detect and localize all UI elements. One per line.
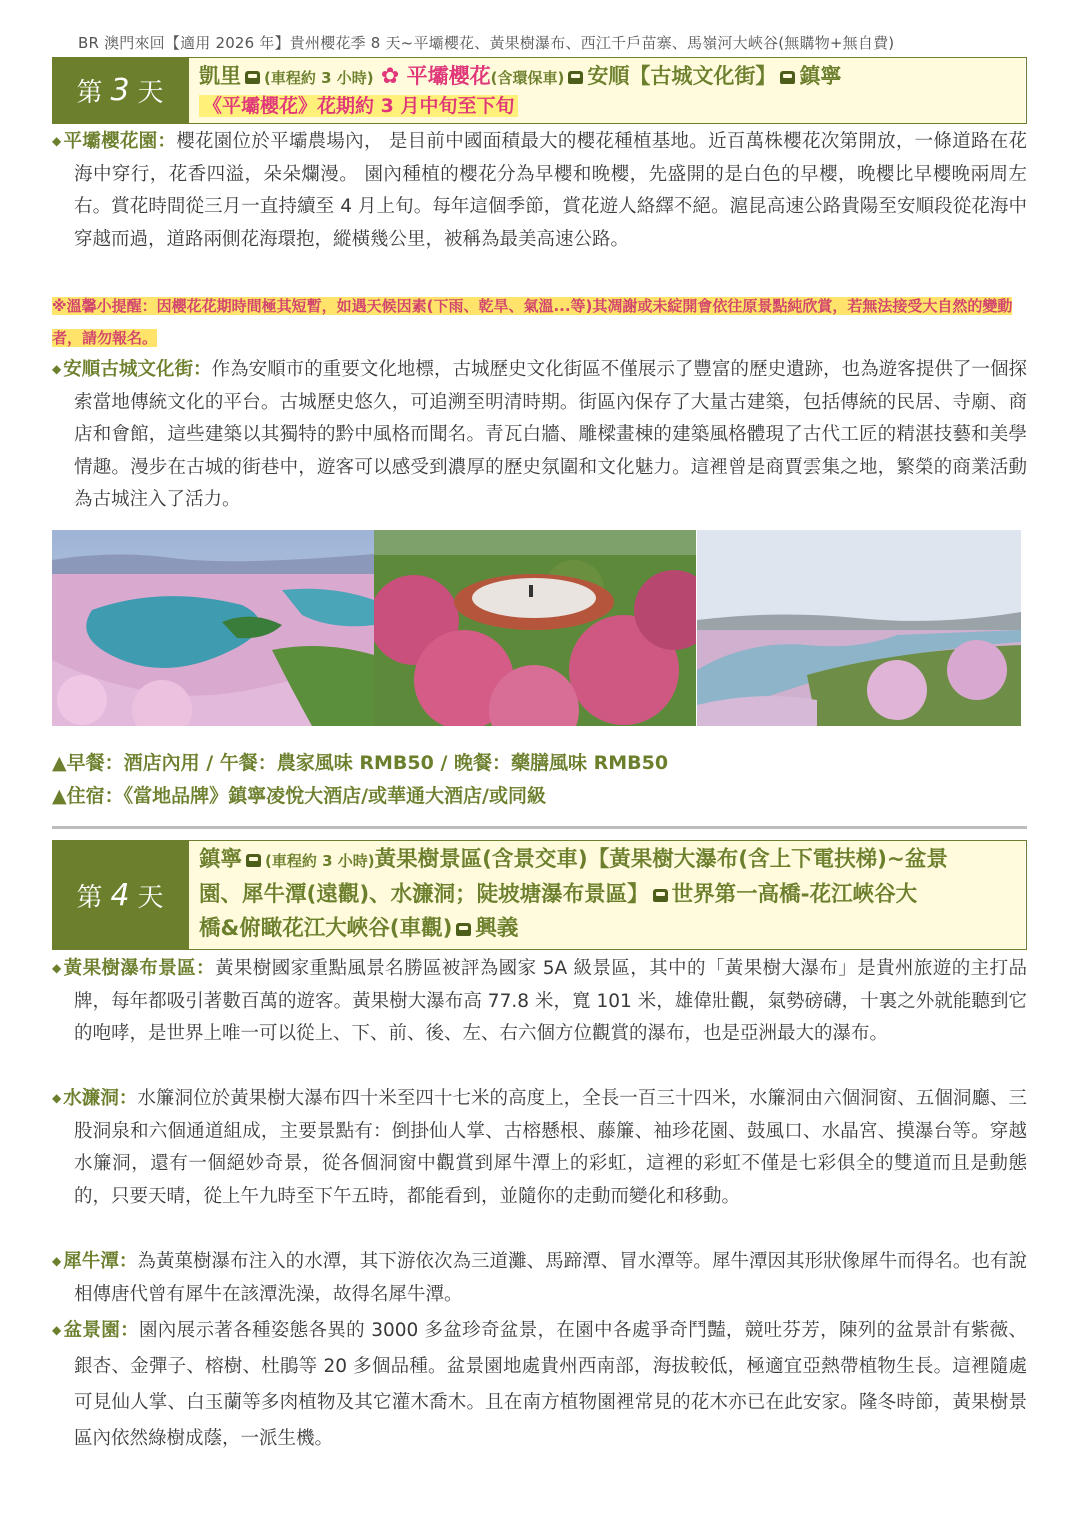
day4-item-bonsai-garden: ◆ 盆景園：園內展示著各種姿態各異的 3000 多盆珍奇盆景，在園中各處爭奇鬥豔，競吐芬芳，陳列的盆景計有紫薇、銀杏、金彈子、榕樹、杜鵑等 20 多個品種。盆景園地處貴州西南部，海拔較低，極適宜亞熱帶植物生長。這裡隨處可見仙人掌、白玉蘭等多肉植物及其它灌木喬木。且在南方植物園裡常見的花木亦已在此安家。隆冬時節，黃果樹景區內依然綠樹成蔭，一派生機。 <box>52 1320 1027 1449</box>
bus-icon <box>245 71 260 84</box>
day4-route <box>189 841 1025 949</box>
document-header: BR 澳門來回【適用 2026 年】貴州櫻花季 8 天~平壩櫻花、黃果樹瀑布、西江千戶苗寨、馬嶺河大峽谷(無購物+無自費) <box>78 34 895 52</box>
diamond-bullet-icon: ◆ <box>52 1091 62 1105</box>
day3-label: 第 3 天 <box>53 58 189 123</box>
diamond-bullet-icon: ◆ <box>52 362 62 376</box>
diamond-bullet-icon: ◆ <box>52 961 62 975</box>
bus-icon <box>653 889 668 902</box>
day4-item-huangguoshu: ◆ 黃果樹瀑布景區：黃果樹國家重點風景名勝區被評為國家 5A 級景區，其中的「黃果樹大瀑布」是貴州旅遊的主打品牌，每年都吸引著數百萬的遊客。黃果樹大瀑布高 77.8 米，寬 101 米，雄偉壯觀，氣勢磅礴，十裏之外就能聽到它的咆哮，是世界上唯一可以從上、下、前、後、左、右六個方位觀賞的瀑布，也是亞洲最大的瀑布。 <box>52 958 1027 1044</box>
photo-observation-deck <box>374 530 696 726</box>
day3-item-anshun: ◆ 安順古城文化街：作為安順市的重要文化地標，古城歷史文化街區不僅展示了豐富的歷史遺跡，也為遊客提供了一個探索當地傳統文化的平台。古城歷史悠久，可追溯至明清時期。街區內保存了大量古建築，包括傳統的民居、寺廟、商店和會館，這些建築以其獨特的黔中風格而聞名。青瓦白牆、雕樑畫棟的建築風格體現了古代工匠的精湛技藝和美學情趣。漫步在古城的街巷中，遊客可以感受到濃厚的歷史氛圍和文化魅力。這裡曾是商賈雲集之地，繁榮的商業活動為古城注入了活力。 <box>52 359 1027 510</box>
diamond-bullet-icon: ◆ <box>52 1323 62 1337</box>
diamond-bullet-icon: ◆ <box>52 134 62 148</box>
diamond-bullet-icon: ◆ <box>52 1254 62 1268</box>
day4-title-box <box>52 840 1027 950</box>
day3-season-note: 《平壩櫻花》花期約 3 月中旬至下旬 <box>199 92 1015 120</box>
day3-meals: ▲早餐：酒店內用 / 午餐：農家風味 RMB50 / 晚餐：藥膳風味 RMB50 <box>52 752 669 774</box>
day3-item-pingba: ◆ 平壩櫻花園：櫻花園位於平壩農場內， 是目前中國面積最大的櫻花種植基地。近百萬株櫻花次第開放，一條道路在花海中穿行，花香四溢，朵朵爛漫。 園內種植的櫻花分為早櫻和晚櫻，先盛開的是白色的早櫻，晚櫻比早櫻晚兩周左右。賞花時間從三月一直持續至 4 月上旬。每年這個季節，賞花遊人絡繹不絕。滬昆高速公路貴陽至安順段從花海中穿越而過，道路兩側花海環抱，縱橫幾公里，被稱為最美高速公路。 <box>52 131 1027 250</box>
day4-item-water-curtain-cave: ◆ 水濂洞：水簾洞位於黃果樹大瀑布四十米至四十七米的高度上，全長一百三十四米，水簾洞由六個洞窗、五個洞廳、三股洞泉和六個通道組成，主要景點有：倒掛仙人掌、古榕懸根、藤簾、袖珍花園、鼓風口、水晶宮、摸瀑台等。穿越水簾洞，還有一個絕妙奇景，從各個洞窗中觀賞到犀牛潭上的彩虹，這裡的彩虹不僅是七彩俱全的雙道而且是動態的，只要天晴，從上午九時至下午五時，都能看到，並隨你的走動而變化和移動。 <box>52 1088 1027 1207</box>
section-divider <box>52 826 1027 829</box>
day4-route-line-3: 橋&俯瞰花江大峽谷(車觀) 興義 <box>199 916 519 941</box>
day4-label: 第 4 天 <box>53 841 189 949</box>
photo-cherry-lake <box>52 530 374 726</box>
day3-title-box <box>52 57 1027 124</box>
day4-item-rhino-pool: ◆ 犀牛潭：為黃菓樹瀑布注入的水潭，其下游依次為三道灘、馬蹄潭、冒水潭等。犀牛潭因其形狀像犀牛而得名。也有說相傳唐代曾有犀牛在該潭洗澡，故得名犀牛潭。 <box>52 1251 1027 1305</box>
bus-icon <box>246 854 261 867</box>
bus-icon <box>780 71 795 84</box>
warm-reminder: ※溫馨小提醒：因櫻花花期時間極其短暫，如遇天候因素(下雨、乾旱、氣溫...等)其凋謝或未綻開會依往原景點純欣賞，若無法接受大自然的變動者，請勿報名。 <box>52 297 1013 347</box>
cherry-blossom-icon: ✿ <box>380 64 400 89</box>
bus-icon <box>568 71 583 84</box>
day3-route-line: 凱里 (車程約 3 小時) ✿ 平壩櫻花(含環保車) 安順【古城文化街】 鎮寧 <box>199 64 842 89</box>
day4-route-line-1: 鎮寧 (車程約 3 小時)黃果樹景區(含景交車)【黃果樹大瀑布(含上下電扶梯)~盆景 <box>199 847 948 872</box>
day4-route-line-2: 園、犀牛潭(遠觀)、水濂洞；陡坡塘瀑布景區】 世界第一高橋-花江峽谷大 <box>199 882 918 907</box>
day3-route <box>189 58 1025 123</box>
day3-hotel: ▲住宿：《當地品牌》鎮寧凌悅大酒店/或華通大酒店/或同級 <box>52 785 546 807</box>
photo-river-valley <box>697 530 1021 726</box>
bus-icon <box>456 923 471 936</box>
